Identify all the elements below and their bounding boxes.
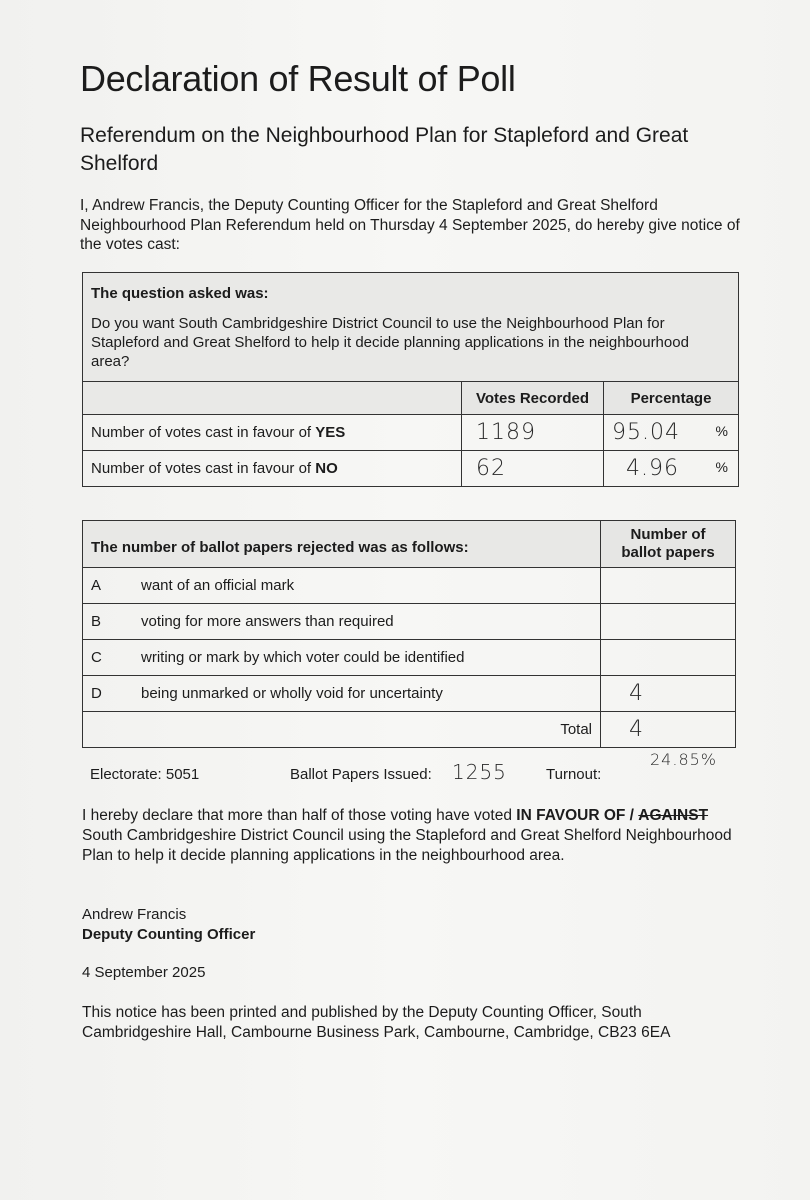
percentage-column-header: Percentage bbox=[604, 382, 739, 415]
yes-votes-cell bbox=[462, 415, 604, 451]
yes-votes: 1189 bbox=[476, 420, 536, 445]
reason-letter: D bbox=[91, 685, 102, 702]
no-votes: 62 bbox=[476, 456, 506, 481]
no-percentage: 4.96 bbox=[626, 456, 679, 481]
rejected-reason: A want of an official mark bbox=[83, 568, 601, 604]
blank-header-cell bbox=[83, 382, 462, 415]
question-label: The question asked was: bbox=[91, 285, 269, 302]
total-value: 4 bbox=[629, 717, 644, 742]
rejected-reason: B voting for more answers than required bbox=[83, 604, 601, 640]
electorate: Electorate: 5051 bbox=[90, 766, 200, 783]
rejected-count bbox=[601, 568, 736, 604]
total-row bbox=[83, 712, 736, 748]
rejected-count bbox=[601, 604, 736, 640]
declaration-date: 4 September 2025 bbox=[82, 964, 206, 981]
ballots-issued-label: Ballot Papers Issued: bbox=[290, 766, 432, 783]
yes-percentage: 95.04 bbox=[612, 420, 680, 445]
rejected-heading: The number of ballot papers rejected was as follows: bbox=[83, 521, 601, 568]
total-label: Total bbox=[83, 712, 601, 748]
page-subtitle: Referendum on the Neighbourhood Plan for Stapleford and Great Shelford bbox=[80, 124, 689, 175]
table-row bbox=[83, 415, 739, 451]
rejected-reason: C writing or mark by which voter could be identified bbox=[83, 640, 601, 676]
declaration-choice: IN FAVOUR OF / bbox=[516, 807, 634, 824]
reason-letter: B bbox=[91, 613, 102, 630]
signatory-name: Andrew Francis bbox=[82, 906, 187, 923]
intro-paragraph: I, Andrew Francis, the Deputy Counting Officer for the Stapleford and Great Shelford Neighbourhood Plan Referendum held on Thursday 4 September 2025, do hereby give notice of the votes cast: bbox=[80, 197, 740, 253]
reason-letter: A bbox=[91, 577, 102, 594]
publication-notice: This notice has been printed and published by the Deputy Counting Officer, South Cambridgeshire Hall, Cambourne Business Park, Cambourne, Cambridge, CB23 6EA bbox=[82, 1004, 671, 1041]
question-text: Do you want South Cambridgeshire District Council to use the Neighbourhood Plan for Stapleford and Great Shelford to help it decide planning applications in the neighbourhood area? bbox=[91, 315, 689, 370]
table-row bbox=[83, 568, 736, 604]
table-row bbox=[83, 604, 736, 640]
no-votes-cell bbox=[462, 451, 604, 487]
declaration-paragraph: I hereby declare that more than half of those voting have voted IN FAVOUR OF / AGAINST South Cambridgeshire District Council using the Stapleford and Great Shelford Neighbourhood Plan to help it decide planning applications in the neighbourhood area. bbox=[82, 807, 732, 864]
signatory-role: Deputy Counting Officer bbox=[82, 926, 256, 943]
total-value-cell bbox=[601, 712, 736, 748]
table-row bbox=[83, 640, 736, 676]
yes-row-label: Number of votes cast in favour of YES bbox=[83, 415, 462, 451]
count-column-header: Number of ballot papers bbox=[601, 521, 736, 568]
no-row-label: Number of votes cast in favour of NO bbox=[83, 451, 462, 487]
page-title: Declaration of Result of Poll bbox=[80, 58, 516, 99]
reason-letter: C bbox=[91, 649, 102, 666]
ballots-issued-value: 1255 bbox=[452, 760, 507, 784]
rejected-table bbox=[82, 520, 736, 748]
turnout-value: 24.85% bbox=[650, 750, 718, 769]
yes-label: YES bbox=[315, 424, 346, 441]
percent-symbol: % bbox=[715, 423, 728, 439]
rejected-reason: D being unmarked or wholly void for uncertainty bbox=[83, 676, 601, 712]
struck-choice: AGAINST bbox=[638, 807, 709, 824]
rejected-count: 4 bbox=[601, 676, 736, 712]
table-row bbox=[83, 451, 739, 487]
percent-symbol: % bbox=[715, 459, 728, 475]
question-cell bbox=[83, 273, 739, 382]
no-label: NO bbox=[315, 460, 338, 477]
no-pct-cell bbox=[604, 451, 739, 487]
question-table bbox=[82, 272, 739, 487]
rejected-count bbox=[601, 640, 736, 676]
yes-pct-cell bbox=[604, 415, 739, 451]
turnout-label: Turnout: bbox=[546, 766, 602, 783]
votes-column-header: Votes Recorded bbox=[462, 382, 604, 415]
table-row bbox=[83, 676, 736, 712]
